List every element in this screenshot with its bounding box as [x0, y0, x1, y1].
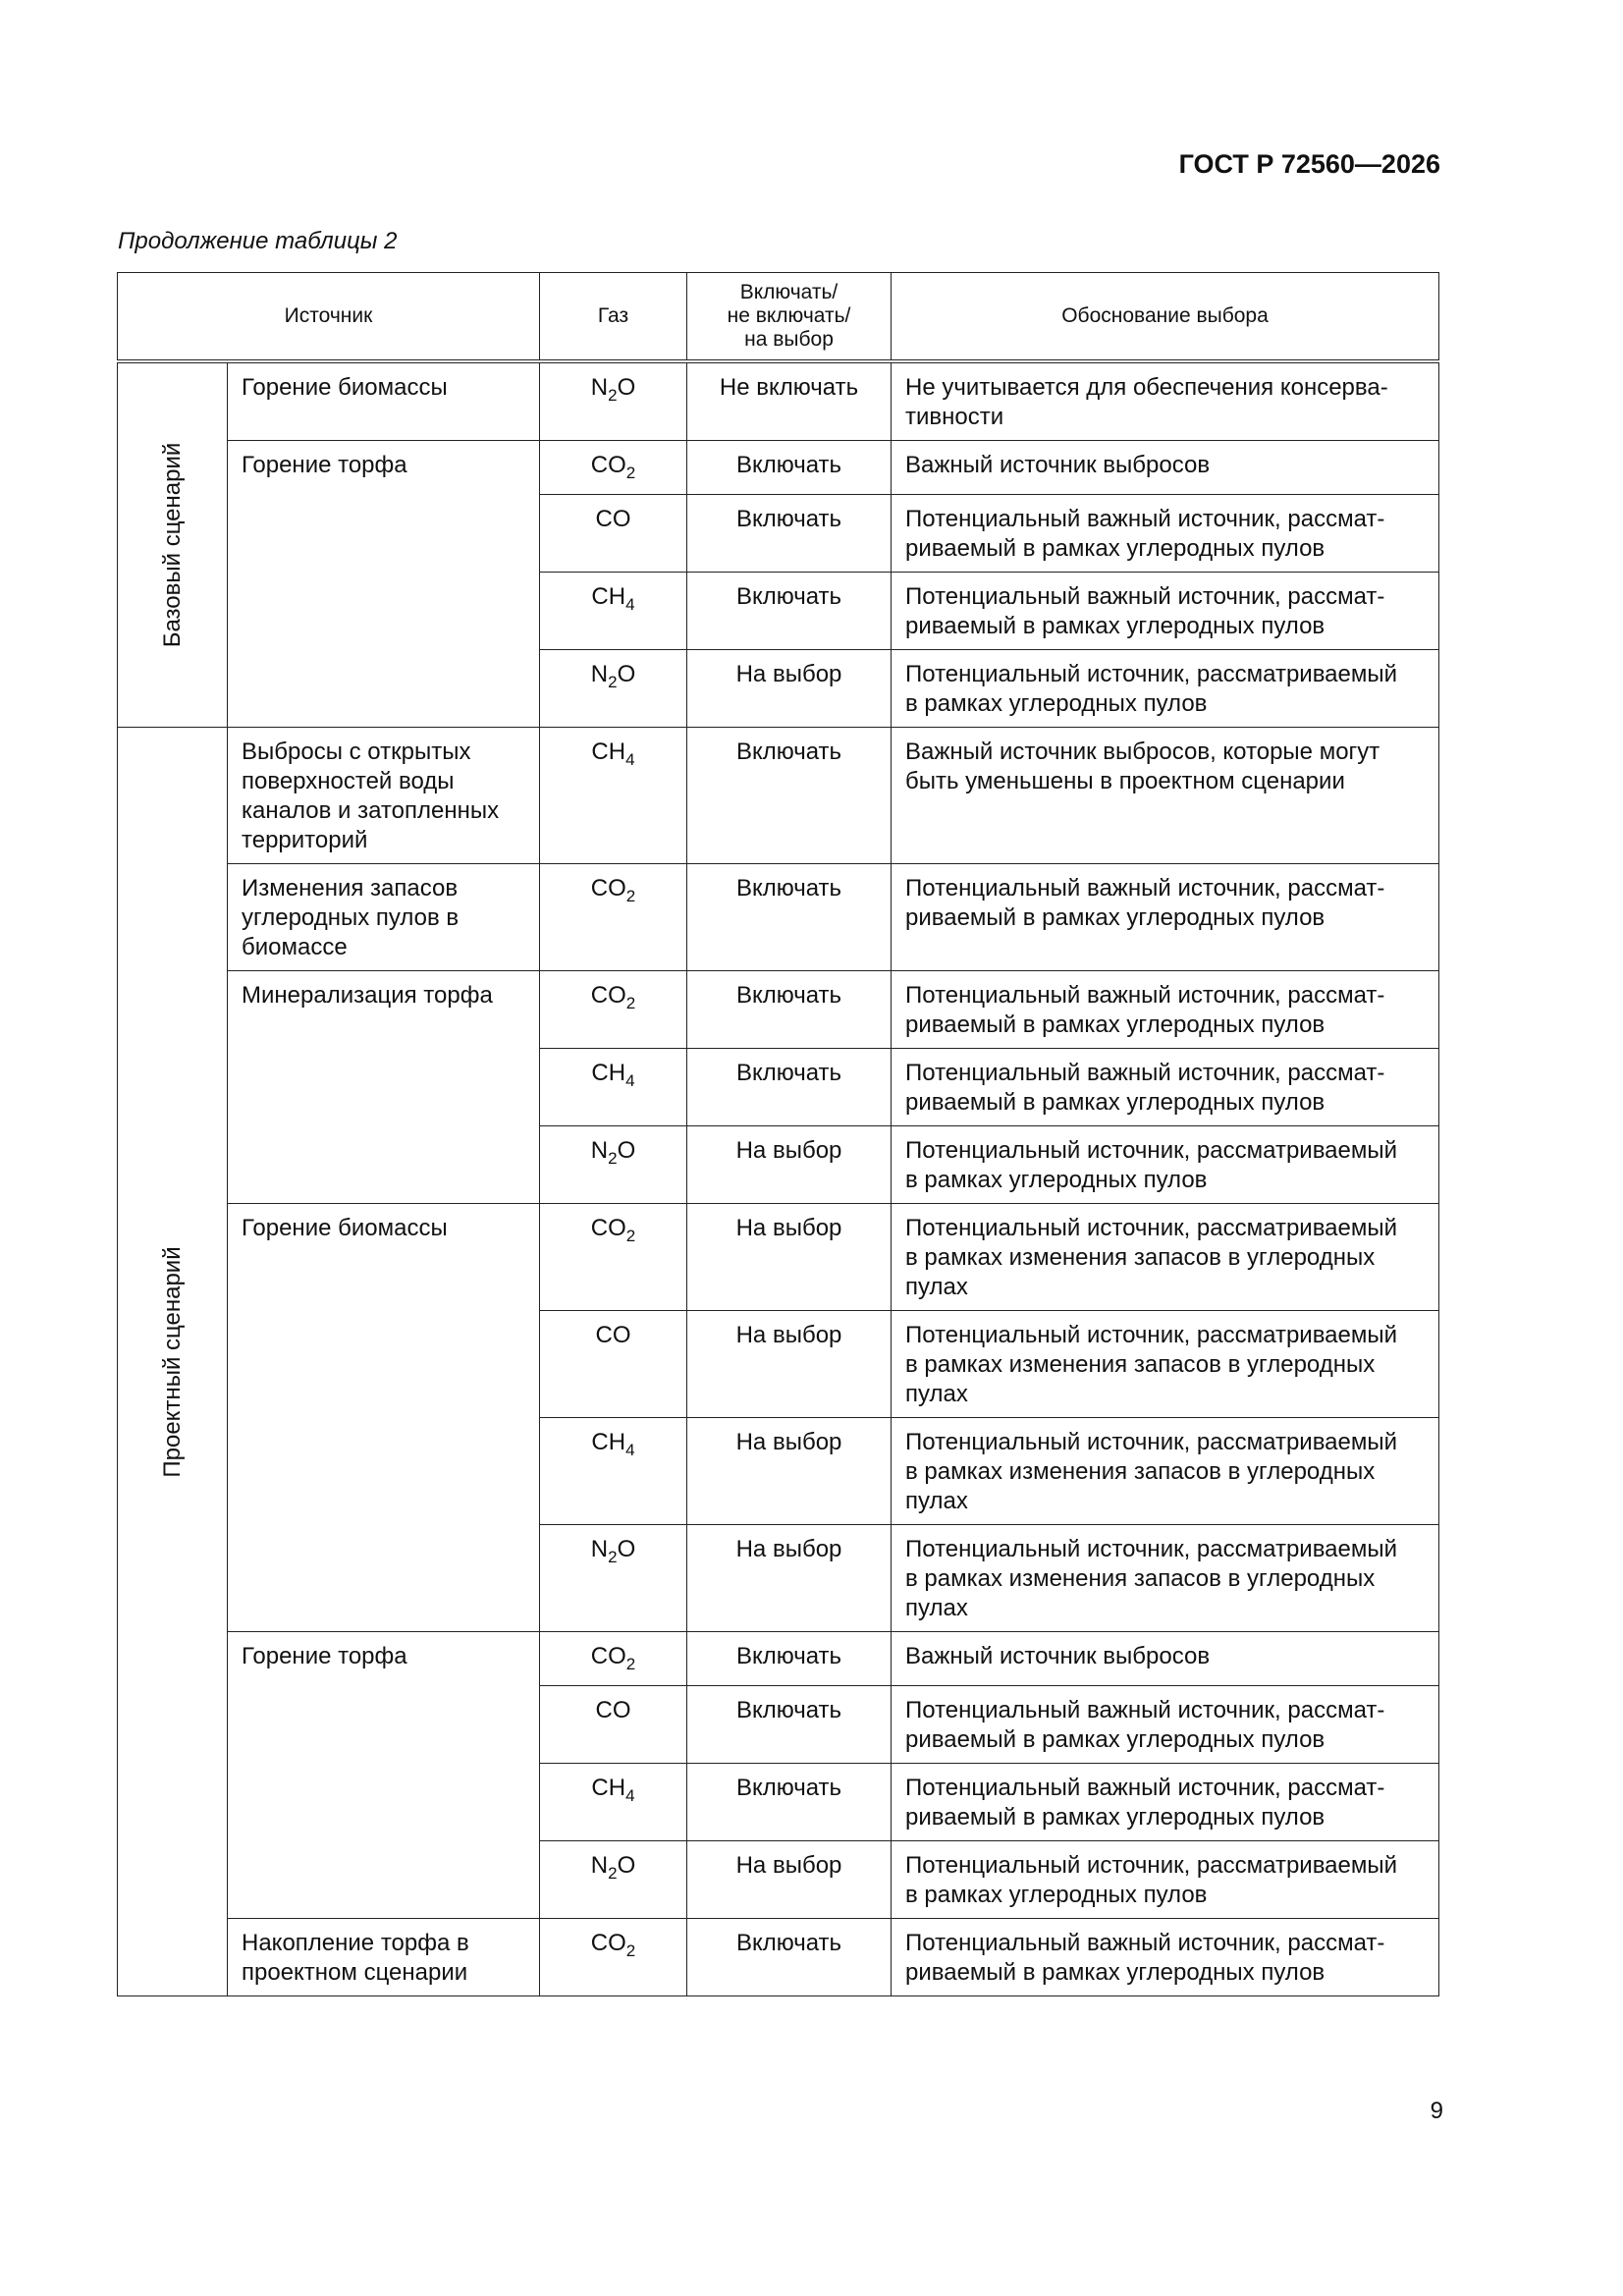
include-cell: Включать — [687, 573, 892, 650]
include-cell: Включать — [687, 1919, 892, 1996]
gas-cell — [540, 361, 687, 441]
table-row — [118, 971, 1439, 1049]
gas-formula-base: CH — [591, 1060, 626, 1086]
table-row — [118, 441, 1439, 495]
justification-cell: Потенциальный важный источник, рассмат- риваемый в рамках углеродных пулов — [892, 1686, 1439, 1764]
justification-cell: Потенциальный важный источник, рассмат- риваемый в рамках углеродных пулов — [892, 1919, 1439, 1996]
table-row — [118, 1632, 1439, 1686]
gas-cell — [540, 1841, 687, 1919]
gas-formula-base: CO — [590, 1643, 626, 1669]
include-cell: Включать — [687, 728, 892, 864]
include-cell: На выбор — [687, 1204, 892, 1311]
gas-formula-suffix: O — [617, 374, 636, 401]
justification-cell: Потенциальный источник, рассматриваемый в рамках углеродных пулов — [892, 1126, 1439, 1204]
table-header-row — [118, 273, 1439, 362]
gas-formula-subscript: 2 — [608, 1864, 618, 1883]
gas-cell — [540, 1126, 687, 1204]
gas-cell — [540, 1204, 687, 1311]
justification-cell: Потенциальный важный источник, рассмат- риваемый в рамках углеродных пулов — [892, 864, 1439, 971]
gas-formula-suffix: O — [617, 1137, 636, 1164]
include-cell: Не включать — [687, 361, 892, 441]
justification-cell: Потенциальный источник, рассматриваемый в рамках углеродных пулов — [892, 650, 1439, 728]
table-row — [118, 864, 1439, 971]
gas-formula-subscript: 2 — [625, 1655, 636, 1673]
table-caption: Продолжение таблицы 2 — [118, 228, 398, 254]
gas-formula-base: CO — [595, 506, 631, 532]
gas-cell — [540, 728, 687, 864]
justification-cell: Важный источник выбросов, которые могут быть уменьшены в проектном сценарии — [892, 728, 1439, 864]
gas-cell — [540, 573, 687, 650]
gas-formula-subscript: 4 — [625, 1441, 635, 1459]
include-cell: Включать — [687, 1632, 892, 1686]
table-row — [118, 361, 1439, 441]
include-cell: На выбор — [687, 1525, 892, 1632]
gas-formula-base: CO — [595, 1322, 631, 1348]
include-cell: Включать — [687, 864, 892, 971]
header-justification: Обоснование выбора — [892, 273, 1439, 362]
table-row — [118, 1204, 1439, 1311]
gas-cell — [540, 495, 687, 573]
gas-formula-subscript: 2 — [625, 887, 636, 905]
table-row — [118, 1919, 1439, 1996]
gas-cell — [540, 1764, 687, 1841]
page-number: 9 — [1430, 2098, 1443, 2124]
gas-formula-subscript: 4 — [625, 595, 635, 614]
justification-cell: Потенциальный источник, рассматриваемый в рамках изменения запасов в углеродных пулах — [892, 1525, 1439, 1632]
gas-formula-suffix: O — [617, 1852, 636, 1879]
source-cell: Горение биомассы — [228, 361, 540, 441]
emissions-table — [117, 272, 1439, 1996]
gas-cell — [540, 971, 687, 1049]
gas-formula-base: N — [590, 661, 609, 687]
gas-formula-subscript: 2 — [625, 1227, 636, 1245]
source-cell: Изменения запасов углеродных пулов в биомассе — [228, 864, 540, 971]
include-cell: На выбор — [687, 1418, 892, 1525]
header-include: Включать/ не включать/ на выбор — [687, 273, 892, 362]
table-row — [118, 728, 1439, 864]
table-body — [118, 361, 1439, 1996]
include-cell: Включать — [687, 441, 892, 495]
gas-cell — [540, 1686, 687, 1764]
justification-cell: Потенциальный важный источник, рассмат- риваемый в рамках углеродных пулов — [892, 1764, 1439, 1841]
gas-formula-subscript: 2 — [608, 386, 618, 405]
include-cell: Включать — [687, 1686, 892, 1764]
gas-formula-subscript: 2 — [608, 1149, 618, 1168]
gas-formula-base: N — [590, 1852, 609, 1879]
gas-formula-base: CO — [590, 452, 626, 478]
justification-cell: Потенциальный важный источник, рассмат- риваемый в рамках углеродных пулов — [892, 573, 1439, 650]
gas-formula-base: CO — [590, 1215, 626, 1241]
scenario-label: Проектный сценарий — [158, 1245, 186, 1478]
gas-formula-base: CO — [590, 1930, 626, 1956]
source-cell: Горение торфа — [228, 1632, 540, 1919]
gas-formula-subscript: 2 — [625, 1941, 636, 1960]
gas-formula-subscript: 2 — [625, 464, 636, 482]
include-cell: На выбор — [687, 650, 892, 728]
scenario-group — [118, 728, 228, 1996]
include-cell: На выбор — [687, 1126, 892, 1204]
include-cell: Включать — [687, 971, 892, 1049]
gas-formula-base: CO — [590, 982, 626, 1009]
include-cell: На выбор — [687, 1311, 892, 1418]
gas-formula-base: CH — [591, 1429, 626, 1455]
gas-cell — [540, 1049, 687, 1126]
gas-formula-base: CH — [591, 1775, 626, 1801]
gas-formula-subscript: 4 — [625, 1786, 635, 1805]
gas-cell — [540, 650, 687, 728]
gas-cell — [540, 864, 687, 971]
source-cell: Горение торфа — [228, 441, 540, 728]
justification-cell: Потенциальный важный источник, рассмат- риваемый в рамках углеродных пулов — [892, 1049, 1439, 1126]
gas-formula-suffix: O — [617, 661, 636, 687]
gas-formula-subscript: 4 — [625, 750, 635, 769]
source-cell: Минерализация торфа — [228, 971, 540, 1204]
gas-formula-subscript: 2 — [608, 673, 618, 691]
source-cell: Выбросы с открытых поверхностей воды каналов и затопленных территорий — [228, 728, 540, 864]
gas-cell — [540, 441, 687, 495]
document-code: ГОСТ Р 72560—2026 — [1178, 149, 1440, 179]
include-cell: Включать — [687, 495, 892, 573]
gas-formula-base: N — [590, 374, 609, 401]
scenario-group — [118, 361, 228, 728]
gas-cell — [540, 1919, 687, 1996]
gas-formula-base: CO — [590, 875, 626, 902]
justification-cell: Потенциальный источник, рассматриваемый в рамках изменения запасов в углеродных пулах — [892, 1311, 1439, 1418]
gas-cell — [540, 1418, 687, 1525]
gas-formula-subscript: 2 — [608, 1548, 618, 1566]
justification-cell: Потенциальный источник, рассматриваемый в рамках изменения запасов в углеродных пулах — [892, 1204, 1439, 1311]
gas-formula-base: CH — [591, 583, 626, 610]
include-cell: Включать — [687, 1049, 892, 1126]
gas-formula-base: N — [590, 1536, 609, 1562]
header-gas: Газ — [540, 273, 687, 362]
gas-formula-base: CO — [595, 1697, 631, 1723]
justification-cell: Потенциальный важный источник, рассмат- риваемый в рамках углеродных пулов — [892, 495, 1439, 573]
gas-cell — [540, 1632, 687, 1686]
gas-formula-subscript: 2 — [625, 994, 636, 1012]
header-source: Источник — [118, 273, 540, 362]
justification-cell: Важный источник выбросов — [892, 1632, 1439, 1686]
gas-formula-subscript: 4 — [625, 1071, 635, 1090]
gas-formula-base: CH — [591, 738, 626, 765]
justification-cell: Потенциальный источник, рассматриваемый в рамках изменения запасов в углеродных пулах — [892, 1418, 1439, 1525]
scenario-label: Базовый сценарий — [158, 442, 186, 648]
justification-cell: Потенциальный важный источник, рассмат- риваемый в рамках углеродных пулов — [892, 971, 1439, 1049]
gas-formula-base: N — [590, 1137, 609, 1164]
source-cell: Горение биомассы — [228, 1204, 540, 1632]
gas-formula-suffix: O — [617, 1536, 636, 1562]
include-cell: Включать — [687, 1764, 892, 1841]
justification-cell: Не учитывается для обеспечения консерва- тивности — [892, 361, 1439, 441]
gas-cell — [540, 1311, 687, 1418]
source-cell: Накопление торфа в проектном сценарии — [228, 1919, 540, 1996]
justification-cell: Потенциальный источник, рассматриваемый в рамках углеродных пулов — [892, 1841, 1439, 1919]
justification-cell: Важный источник выбросов — [892, 441, 1439, 495]
gas-cell — [540, 1525, 687, 1632]
include-cell: На выбор — [687, 1841, 892, 1919]
